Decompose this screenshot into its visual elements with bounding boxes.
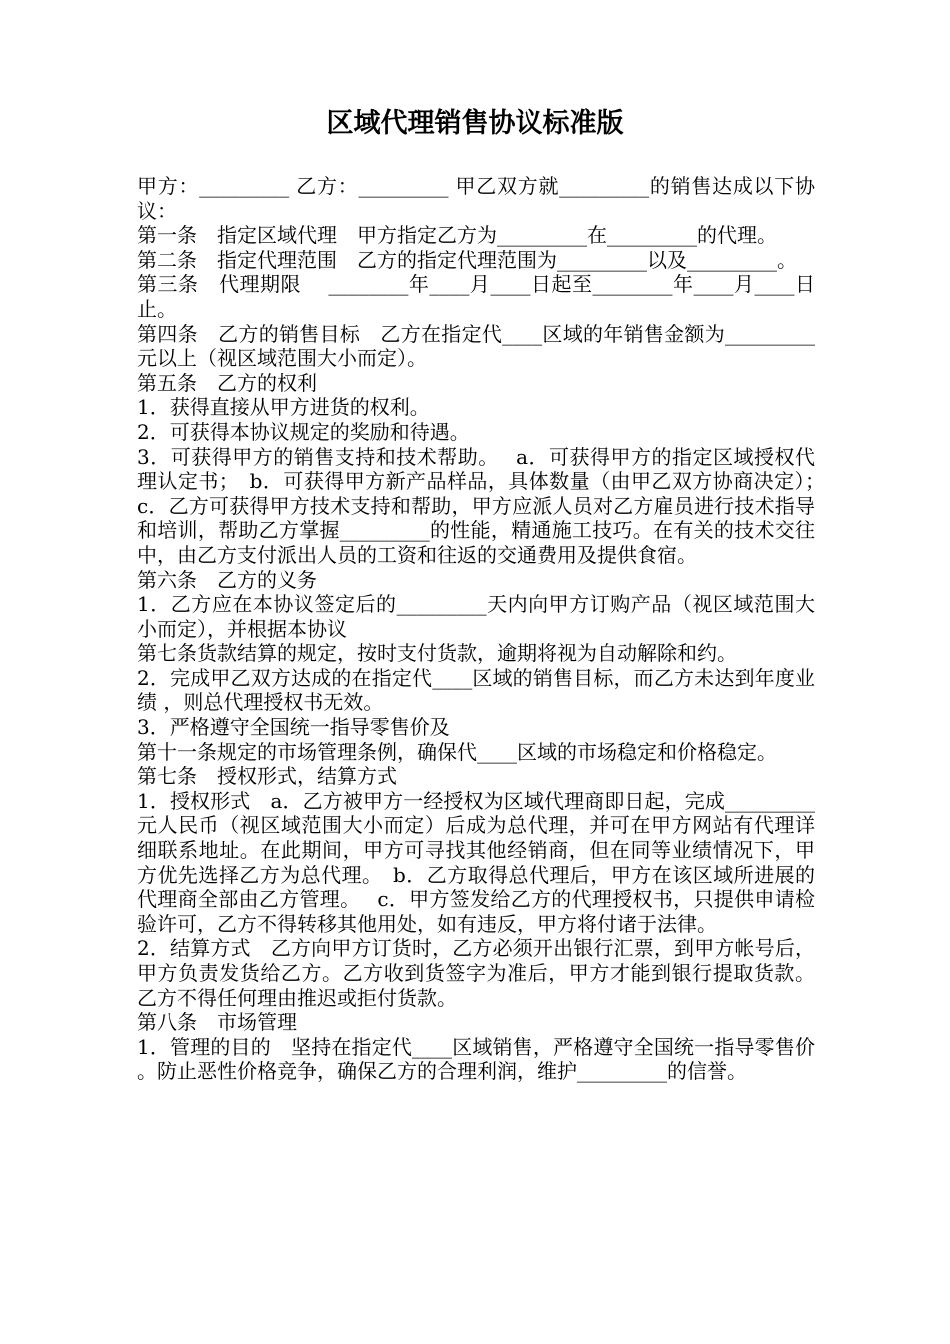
paragraph-article-6-item-2: 2．完成甲乙双方达成的在指定代____区域的销售目标，而乙方未达到年度业绩 ，则总代理授权书无效。: [137, 665, 815, 715]
paragraph-market-clause: 第十一条规定的市场管理条例，确保代____区域的市场稳定和价格稳定。: [137, 739, 777, 764]
heading-article-6: 第六条 乙方的义务: [137, 567, 317, 592]
paragraph-article-5-item-3: 3．可获得甲方的销售支持和技术帮助。 a．可获得甲方的指定区域授权代理认定书； b．可获得甲方新产品样品，具体数量（由甲乙双方协商决定）； c．乙方可获得甲方技术支持和帮助，甲方应派人员对乙方雇员进行技术指导和培训，帮助乙方掌握_________的性能，精通施工技巧。在有关的技术交往中，由乙方支付派出人员的工资和往返的交通费用及提供食宿。: [137, 444, 842, 567]
document-body: [137, 174, 842, 1084]
paragraph-article-3: 第三条 代理期限 ________年____月____日起至________年____月____日止。: [137, 272, 815, 321]
paragraph-article-7-item-1: 1．授权形式 a．乙方被甲方一经授权为区域代理商即日起，完成_________元人民币（视区域范围大小而定）后成为总代理，并可在甲方网站有代理详细联系地址。在此期间，甲方可寻找其他经销商，但在同等业绩情况下，甲方优先选择乙方为总代理。 b．乙方取得总代理后，甲方在该区域所进展的代理商全部由乙方管理。 c．甲方签发给乙方的代理授权书，只提供申请检验许可，乙方不得转移其他用处，如有违反，甲方将付诸于法律。: [137, 788, 815, 936]
paragraph-article-6-item-3: 3．严格遵守全国统一指导零售价及: [137, 715, 450, 740]
document-title: 区域代理销售协议标准版: [326, 108, 624, 139]
paragraph-article-7-item-2: 2．结算方式 乙方向甲方订货时，乙方必须开出银行汇票，到甲方帐号后，甲方负责发货给乙方。乙方收到货签字为准后，甲方才能到银行提取货款。乙方不得任何理由推迟或拒付货款。: [137, 936, 815, 1010]
paragraph-article-5-item-1: 1．获得直接从甲方进货的权利。: [137, 395, 430, 420]
paragraph-article-4: 第四条 乙方的销售目标 乙方在指定代____区域的年销售金额为_________元以上（视区域范围大小而定）。: [137, 321, 815, 371]
paragraph-article-8-item-1: 1．管理的目的 坚持在指定代____区域销售，严格遵守全国统一指导零售价。防止恶性价格竞争，确保乙方的合理利润，维护_________的信誉。: [137, 1034, 815, 1084]
heading-article-8: 第八条 市场管理: [137, 1010, 297, 1035]
paragraph-payment-clause: 第七条货款结算的规定，按时支付货款，逾期将视为自动解除和约。: [137, 641, 737, 666]
paragraph-article-5-item-2: 2．可获得本协议规定的奖励和待遇。: [137, 419, 470, 444]
paragraph-article-6-item-1: 1．乙方应在本协议签定后的_________天内向甲方订购产品（视区域范围大小而定），并根据本协议: [137, 592, 815, 641]
heading-article-7: 第七条 授权形式，结算方式: [137, 764, 397, 789]
heading-article-5: 第五条 乙方的权利: [137, 370, 317, 395]
paragraph-parties: 甲方：_________ 乙方：_________ 甲乙双方就_________的销售达成以下协议：: [137, 174, 815, 223]
paragraph-article-2: 第二条 指定代理范围 乙方的指定代理范围为_________以及_________。: [137, 247, 797, 272]
paragraph-article-1: 第一条 指定区域代理 甲方指定乙方为_________在_________的代理。: [137, 223, 777, 248]
